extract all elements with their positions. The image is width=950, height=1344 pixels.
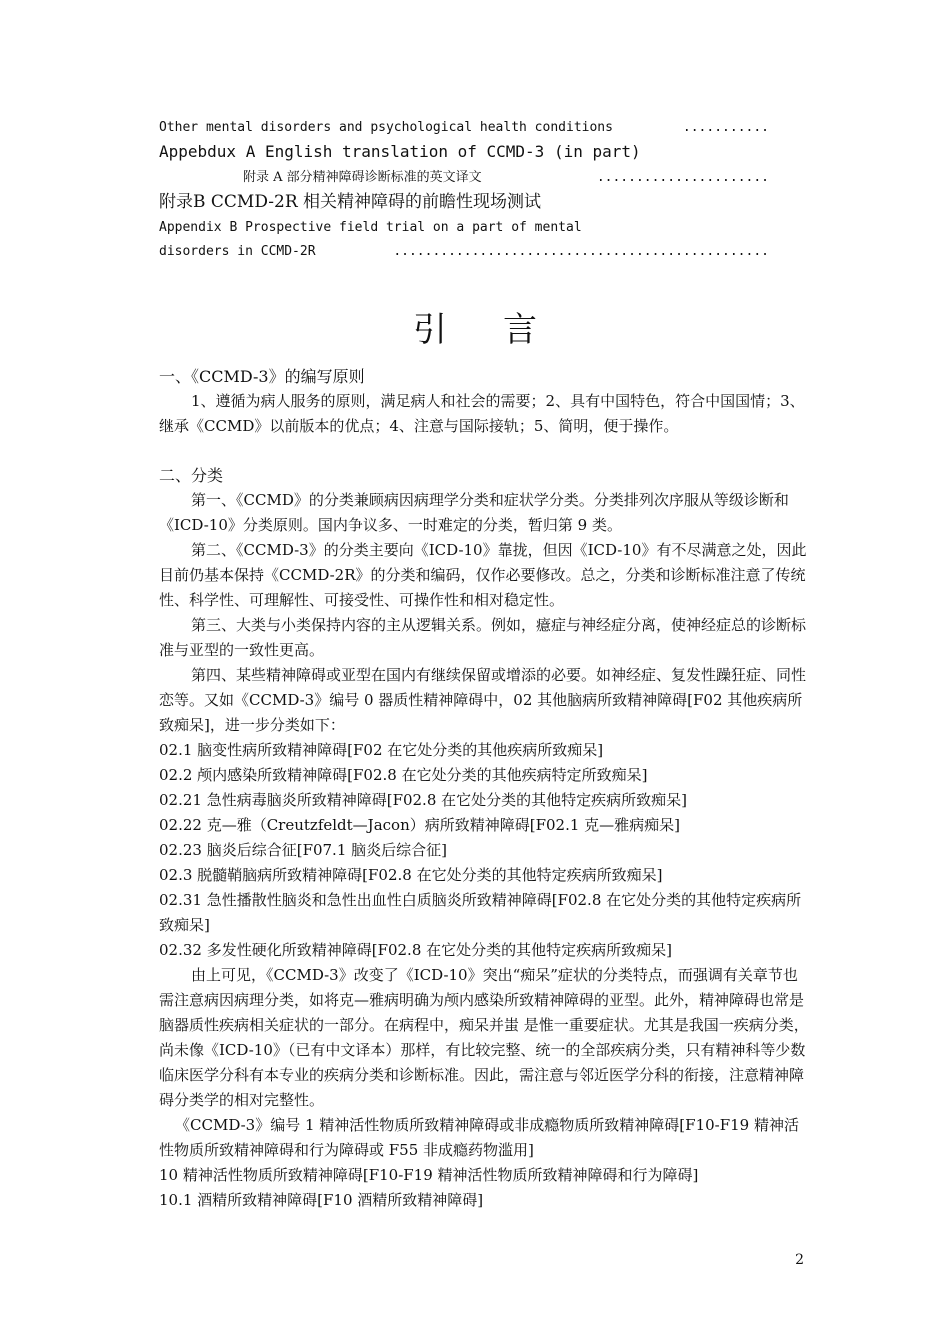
paragraph: 由上可见，《CCMD-3》改变了《ICD-10》突出“痴呆”症状的分类特点，而强调有关章节也需注意病因病理分类，如将克—雅病明确为颅内感染所致精神障碍的亚型。此外，精神障碍也常是脑器质性疾病相关症状的一部分。在病程中，痴呆并蚩 是惟一重要症状。尤其是我国一疾病分类，尚未像《ICD-10》（已有中文译本）那样，有比较完整、统一的全部疾病分类，只有精神科等少数临床医学分科有本专业的疾病分类和诊断标准。因此，需注意与邻近医学分科的衔接，注意精神障碍分类学的相对完整性。 [159, 966, 809, 1109]
paragraph: 第二、《CCMD-3》的分类主要向《ICD-10》靠拢，但因《ICD-10》有不尽满意之处，因此目前仍基本保持《CCMD-2R》的分类和编码，仅作必要修改。总之，分类和诊断标准注意了传统性、科学性、可理解性、可接受性、可操作性和相对稳定性。 [159, 541, 807, 609]
toc-leader-dots: ................................................ [393, 244, 769, 259]
list-item: 02.32 多发性硬化所致精神障碍[F02.8 在它处分类的其他特定疾病所致痴呆] [159, 941, 672, 959]
list-item: 10.1 酒精所致精神障碍[F10 酒精所致精神障碍] [159, 1191, 484, 1209]
toc-row [159, 218, 769, 238]
body-text [159, 364, 809, 1213]
toc-row [159, 140, 769, 164]
list-item: 02.22 克—雅（Creutzfeldt—Jacon）病所致精神障碍[F02.1 克—雅病痴呆] [159, 816, 681, 834]
section-heading: 二、分类 [159, 466, 224, 485]
paragraph: 第三、大类与小类保持内容的主从逻辑关系。例如，癔症与神经症分离，使神经症总的诊断标准与亚型的一致性更高。 [159, 616, 807, 659]
toc-entry-text: Other mental disorders and psychological health conditions [159, 120, 613, 135]
toc-entry-text: 附录B CCMD-2R 相关精神障碍的前瞻性现场测试 [159, 192, 542, 212]
toc-entry-text: disorders in CCMD-2R [159, 244, 316, 259]
paragraph: 第一、《CCMD》的分类兼顾病因病理学分类和症状学分类。分类排列次序服从等级诊断和《ICD-10》分类原则。国内争议多、一时难定的分类，暂归第 9 类。 [159, 491, 789, 534]
toc-row [159, 118, 769, 138]
toc-leader-dots: ...................... [596, 170, 769, 185]
toc-row [159, 242, 769, 262]
paragraph: 《CCMD-3》编号 1 精神活性物质所致精神障碍或非成瘾物质所致精神障碍[F10-F19 精神活性物质所致精神障碍和行为障碍或 F55 非成瘾药物滥用] [159, 1116, 799, 1159]
list-item: 02.23 脑炎后综合征[F07.1 脑炎后综合征] [159, 841, 447, 859]
paragraph: 1、遵循为病人服务的原则，满足病人和社会的需要；2、具有中国特色，符合中国国情；3、继承《CCMD》以前版本的优点；4、注意与国际接轨；5、简明，便于操作。 [159, 392, 805, 435]
section-heading: 一、《CCMD-3》的编写原则 [159, 367, 365, 386]
toc-row [159, 167, 769, 189]
page-title: 引言 [413, 310, 593, 350]
list-item: 02.3 脱髓鞘脑病所致精神障碍[F02.8 在它处分类的其他特定疾病所致痴呆] [159, 866, 663, 884]
list-item: 10 精神活性物质所致精神障碍[F10-F19 精神活性物质所致精神障碍和行为障碍] [159, 1166, 699, 1184]
toc-entry-text: 附录 A 部分精神障碍诊断标准的英文译文 [243, 170, 482, 185]
list-item: 02.1 脑变性病所致精神障碍[F02 在它处分类的其他疾病所致痴呆] [159, 741, 604, 759]
toc-entry-text: Appebdux A English translation of CCMD-3 (in part) [159, 142, 641, 161]
list-item: 02.21 急性病毒脑炎所致精神障碍[F02.8 在它处分类的其他特定疾病所致痴呆] [159, 791, 687, 809]
toc-row [159, 189, 769, 215]
list-item: 02.2 颅内感染所致精神障碍[F02.8 在它处分类的其他疾病特定所致痴呆] [159, 766, 648, 784]
toc-leader-dots: ........... [682, 120, 769, 135]
paragraph: 第四、某些精神障碍或亚型在国内有继续保留或增添的必要。如神经症、复发性躁狂症、同性恋等。又如《CCMD-3》编号 0 器质性精神障碍中，02 其他脑病所致精神障碍[F02 其他疾病所致痴呆]，进一步分类如下： [159, 666, 807, 734]
page-number: 2 [795, 1252, 804, 1268]
list-item: 02.31 急性播散性脑炎和急性出血性白质脑炎所致精神障碍[F02.8 在它处分类的其他特定疾病所致痴呆] [159, 891, 802, 934]
toc-entry-text: Appendix B Prospective field trial on a part of mental [159, 220, 582, 235]
toc-block [159, 118, 769, 268]
